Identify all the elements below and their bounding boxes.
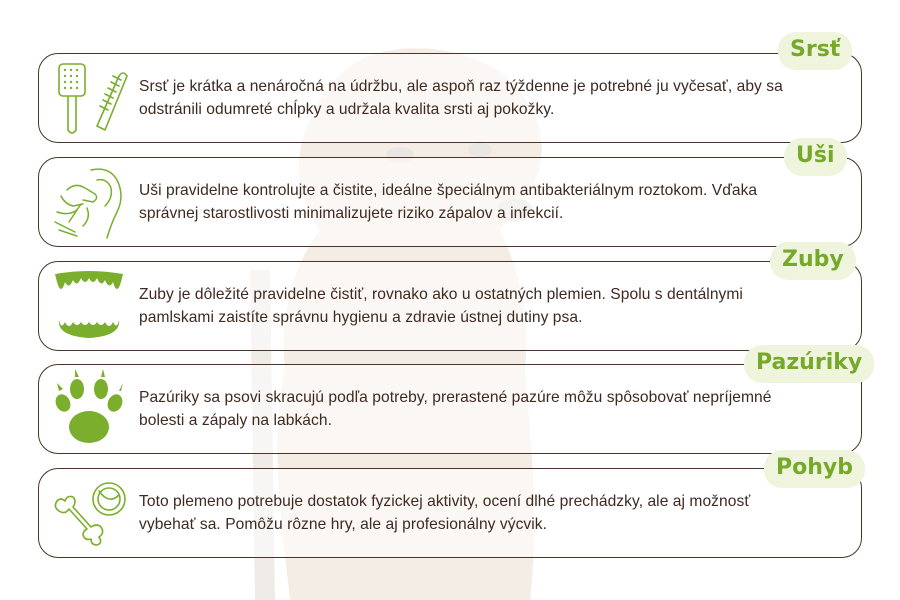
section-text: Toto plemeno potrebuje dostatok fyzickej aktivity, ocení dlhé prechádzky, ale aj možnosť vybehať sa. Pomôžu rôzne hry, ale aj profesionálny výcvik. <box>139 493 751 533</box>
section-title-pazuriky: Pazúriky <box>744 345 874 383</box>
section-title-srst: Srsť <box>778 32 852 70</box>
section-text: Zuby je dôležité pravidelne čistiť, rovnako ako u ostatných plemien. Spolu s dentálnymi pamlskami zaistíte správnu hygienu a zdravie ústnej dutiny psa. <box>139 286 743 326</box>
brush-and-comb-icon <box>47 56 131 140</box>
section-title-zuby: Zuby <box>770 242 856 280</box>
teeth-icon <box>47 264 131 348</box>
section-card-usi <box>38 157 862 247</box>
section-card-srst <box>38 53 862 143</box>
bone-and-ball-icon <box>47 471 131 555</box>
section-card-zuby <box>38 261 862 351</box>
section-text: Pazúriky sa psovi skracujú podľa potreby, prerastené pazúre môžu spôsobovať nepríjemné bolesti a zápaly na labkách. <box>139 389 772 429</box>
section-title-pohyb: Pohyb <box>764 450 865 488</box>
section-text: Srsť je krátka a nenáročná na údržbu, ale aspoň raz týždenne je potrebné ju vyčesať, aby sa odstránili odumreté chĺpky a udržala kvalita srsti aj pokožky. <box>139 78 783 118</box>
paw-icon <box>47 367 131 451</box>
ear-cleaning-icon <box>47 160 131 244</box>
section-text: Uši pravidelne kontrolujte a čistite, ideálne špeciálnym antibakteriálnym roztokom. Vďaka správnej starostlivosti minimalizujete riziko zápalov a infekcií. <box>139 182 758 222</box>
section-card-pazuriky <box>38 364 862 454</box>
section-title-usi: Uši <box>784 138 847 176</box>
section-card-pohyb <box>38 468 862 558</box>
